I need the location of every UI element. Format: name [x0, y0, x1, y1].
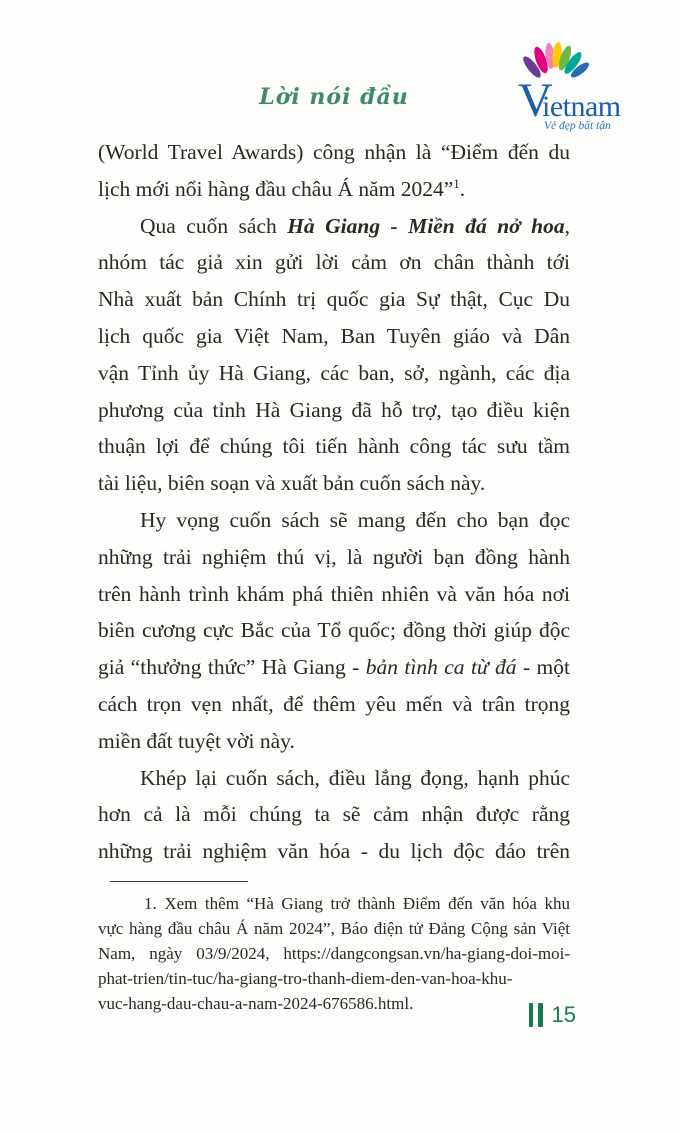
text-line [98, 539, 570, 576]
text-line [98, 760, 570, 797]
page-number: 15 [551, 1002, 576, 1027]
text-line [98, 244, 570, 281]
logo-tagline: Vẻ đẹp bất tận [544, 120, 611, 132]
text-line [98, 318, 570, 355]
text-segment: những trải nghiệm thú vị, là người bạn đồng hành [98, 544, 570, 569]
text-line [98, 966, 570, 991]
text-line [98, 428, 570, 465]
text-line [98, 891, 570, 916]
text-segment: Nam, ngày 03/9/2024, https://dangcongsan.vn/ha-giang-doi-moi- [98, 943, 570, 963]
text-segment: vực hàng đầu châu Á năm 2024”, Báo điện tử Đảng Cộng sản Việt [98, 918, 570, 938]
text-line [98, 171, 570, 208]
text-segment: biên cương cực Bắc của Tổ quốc; đồng thời giúp độc [98, 618, 570, 643]
page-marker-icon [529, 1003, 543, 1027]
text-line [98, 576, 570, 613]
footnote [98, 891, 570, 1016]
text-line [98, 465, 570, 502]
text-line [98, 649, 570, 686]
text-line [98, 208, 570, 245]
text-segment: vận Tỉnh ủy Hà Giang, các ban, sở, ngành, các địa [98, 360, 570, 385]
text-segment: phat-trien/tin-tuc/ha-giang-tro-thanh-diem-den-van-hoa-khu- [98, 968, 513, 988]
text-segment: giả “thưởng thức” Hà Giang - [98, 655, 366, 680]
footnote-divider [110, 881, 248, 882]
text-segment: , [564, 213, 570, 238]
text-segment: . [459, 176, 466, 201]
text-segment: lịch mới nổi hàng đầu châu Á năm 2024” [98, 176, 454, 201]
text-line [98, 796, 570, 833]
text-line [98, 134, 570, 171]
text-segment: nhóm tác giả xin gửi lời cảm ơn chân thành tới [98, 250, 570, 275]
text-line [98, 833, 570, 870]
text-segment: thuận lợi để chúng tôi tiến hành công tác sưu tầm [98, 434, 570, 459]
text-line [98, 281, 570, 318]
text-segment: Nhà xuất bản Chính trị quốc gia Sự thật, Cục Du [98, 287, 570, 312]
text-line [98, 941, 570, 966]
text-segment: 1. Xem thêm “Hà Giang trở thành Điểm đến văn hóa khu [144, 893, 570, 913]
text-segment: Qua cuốn sách [140, 213, 288, 238]
logo-wordmark: ietnam [542, 90, 621, 123]
footnote-marker: 1 [453, 176, 460, 191]
text-segment: cách trọn vẹn nhất, để thêm yêu mến và trân trọng [98, 691, 570, 716]
text-segment: phương của tỉnh Hà Giang đã hỗ trợ, tạo điều kiện [98, 397, 570, 422]
text-segment: trên hành trình khám phá thiên nhiên và văn hóa nơi [98, 581, 570, 606]
text-segment: lịch quốc gia Việt Nam, Ban Tuyên giáo và Dân [98, 323, 570, 348]
text-line [98, 916, 570, 941]
text-segment: Hà Giang - Miền đá nở hoa [287, 213, 565, 238]
text-line [98, 686, 570, 723]
text-segment: tài liệu, biên soạn và xuất bản cuốn sách này. [98, 471, 486, 496]
text-segment: hơn cả là mỗi chúng ta sẽ cảm nhận được rằng [98, 802, 570, 827]
text-line [98, 502, 570, 539]
text-segment: vuc-hang-dau-chau-a-nam-2024-676586.html. [98, 993, 414, 1013]
text-line [98, 392, 570, 429]
text-segment: những trải nghiệm văn hóa - du lịch độc đáo trên [98, 839, 570, 864]
text-segment: miền đất tuyệt vời này. [98, 728, 295, 753]
page-footer [529, 1003, 576, 1027]
text-segment: (World Travel Awards) công nhận là “Điểm đến du [98, 140, 570, 164]
text-segment: Hy vọng cuốn sách sẽ mang đến cho bạn đọc [140, 507, 570, 532]
text-segment: - một [516, 655, 570, 680]
chapter-header: Lời nói đầu [259, 84, 409, 110]
page-content [98, 134, 570, 1016]
text-segment: Khép lại cuốn sách, điều lắng đọng, hạnh phúc [140, 765, 570, 790]
text-segment: bản tình ca từ đá [365, 655, 517, 680]
text-line [98, 355, 570, 392]
text-line [98, 612, 570, 649]
text-line [98, 991, 570, 1016]
logo-initial: V [518, 74, 553, 127]
vietnam-tourism-logo [496, 42, 640, 138]
body-text [98, 134, 570, 870]
text-line [98, 723, 570, 760]
